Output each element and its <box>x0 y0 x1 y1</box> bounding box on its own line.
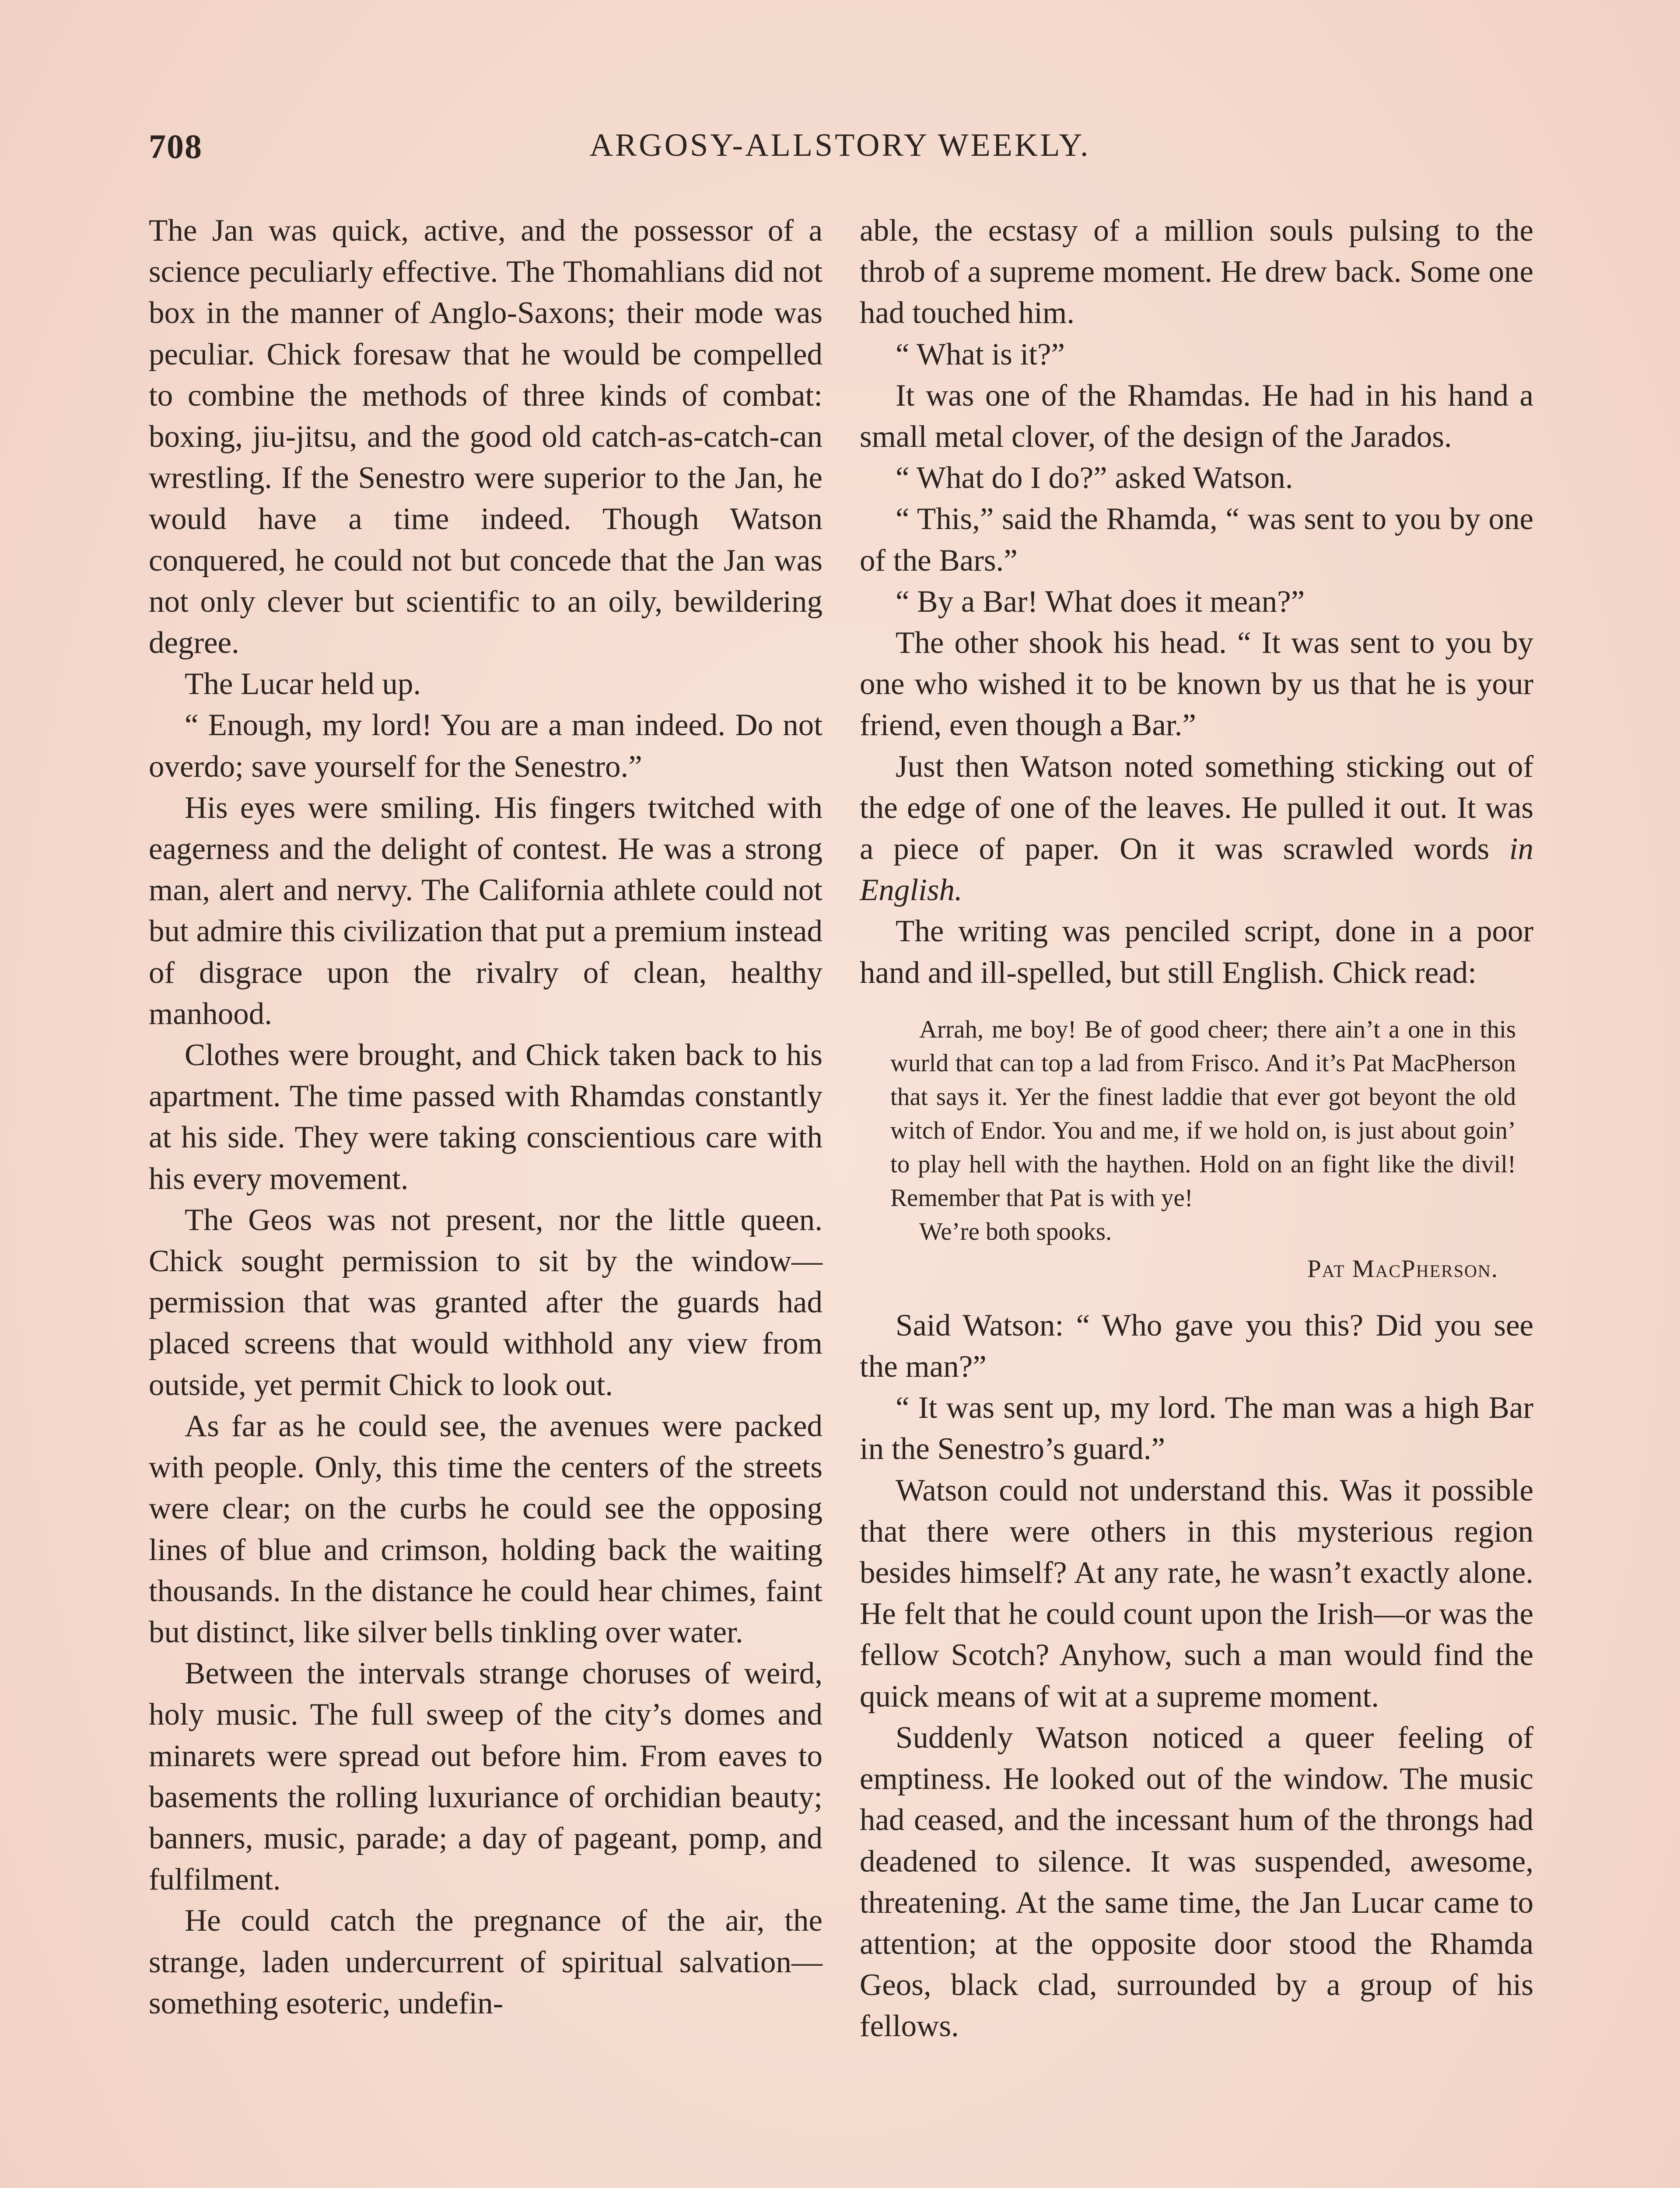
paragraph: “ This,” said the Rhamda, “ was sent to you by one of the Bars.” <box>860 502 1533 578</box>
paragraph: Between the intervals strange choruses of weird, holy music. The full sweep of the city’s domes and minarets were spread out before him. From eaves to basements the rolling luxuriance of orchidian beauty; banners, music, parade; a day of pageant, pomp, and fulfilment. <box>149 1656 822 1897</box>
paragraph: Watson could not understand this. Was it possible that there were others in this mysterious region besides himself? At any rate, he wasn’t exactly alone. He felt that he could count upon the Irish—or was the fellow Scotch? Anyhow, such a man would find the quick means of wit at a supreme moment. <box>860 1473 1533 1714</box>
paragraph: Suddenly Watson noticed a queer feeling of emptiness. He looked out of the window. The music had ceased, and the incessant hum of the throngs had deadened to silence. It was suspended, awesome, threatening. At the same time, the Jan Lucar came to attention; at the opposite door stood the Rhamda Geos, black clad, surrounded by a group of his fellows. <box>860 1720 1533 2044</box>
paragraph: His eyes were smiling. His fingers twitched with eagerness and the delight of contest. He was a strong man, alert and nervy. The California athlete could not but admire this civilization that put a premium instead of disgrace upon the rivalry of clean, healthy manhood. <box>149 790 822 1031</box>
paragraph: The other shook his head. “ It was sent to you by one who wished it to be known by us that he is your friend, even though a Bar.” <box>860 626 1533 743</box>
emphasis-in-english: in English. <box>860 832 1533 908</box>
paragraph: “ Enough, my lord! You are a man indeed. Do not overdo; save yourself for the Senestro.” <box>149 708 822 784</box>
paragraph: As far as he could see, the avenues were packed with people. Only, this time the centers of the streets were clear; on the curbs he could see the opposing lines of blue and crimson, holding back the waiting thousands. In the distance he could hear chimes, faint but distinct, like silver bells tinkling over water. <box>149 1409 822 1649</box>
page-number: 708 <box>149 127 203 165</box>
paragraph: able, the ecstasy of a million souls pulsing to the throb of a supreme moment. He drew back. Some one had touched him. <box>860 214 1533 330</box>
paragraph: “ By a Bar! What does it mean?” <box>896 584 1305 619</box>
paragraph: The Geos was not present, nor the little queen. Chick sought permission to sit by the window—permission that was granted after the guards had placed screens that would withhold any view from outside, yet permit Chick to look out. <box>149 1203 822 1402</box>
paragraph: The Jan was quick, active, and the possessor of a science peculiarly effective. The Thomahlians did not box in the manner of Anglo-Saxons; their mode was peculiar. Chick foresaw that he would be compelled to combine the methods of three kinds of combat: boxing, jiu-jitsu, and the good old catch-as-catch-can wrestling. If the Senestro were superior to the Jan, he would have a time indeed. Though Watson conquered, he could not but concede that the Jan was not only clever but scientific to an oily, bewildering degree. <box>149 214 822 660</box>
letter-signature: Pat MacPherson. <box>1307 1255 1498 1283</box>
paragraph-text: Just then Watson noted something sticking out of the edge of one of the leaves. He pulled it out. It was a piece of paper. On it was scrawled words <box>860 749 1533 866</box>
paragraph: It was one of the Rhamdas. He had in his hand a small metal clover, of the design of the Jarados. <box>860 378 1533 454</box>
paragraph: Said Watson: “ Who gave you this? Did you see the man?” <box>860 1308 1533 1384</box>
paragraph: The Lucar held up. <box>185 667 421 701</box>
page-header <box>149 127 1531 175</box>
left-column <box>149 210 822 2024</box>
paragraph: “ It was sent up, my lord. The man was a high Bar in the Senestro’s guard.” <box>860 1391 1533 1466</box>
paragraph: The writing was penciled script, done in a poor hand and ill-spelled, but still English. Chick read: <box>860 914 1533 990</box>
letter-body: Arrah, me boy! Be of good cheer; there ain’t a one in this wurld that can top a lad from Frisco. And it’s Pat MacPherson that says it. Yer the finest laddie that ever got beyont the old witch of Endor. You and me, if we hold on, is just about goin’ to play hell with the haythen. Hold on an fight like the divil! Remember that Pat is with ye! <box>890 1015 1516 1212</box>
paragraph: Clothes were brought, and Chick taken back to his apartment. The time passed with Rhamdas constantly at his side. They were taking conscientious care with his every movement. <box>149 1038 822 1196</box>
letter-block <box>890 1013 1516 1286</box>
paragraph: “ What is it?” <box>896 337 1065 372</box>
letter-closing: We’re both spooks. <box>919 1217 1112 1245</box>
paragraph <box>860 746 1533 911</box>
running-title: ARGOSY-ALLSTORY WEEKLY. <box>589 127 1091 163</box>
paragraph: “ What do I do?” asked Watson. <box>896 461 1293 495</box>
paragraph: He could catch the pregnance of the air, the strange, laden undercurrent of spiritual salvation—something esoteric, undefin- <box>149 1904 822 2020</box>
right-column <box>860 210 1533 2047</box>
